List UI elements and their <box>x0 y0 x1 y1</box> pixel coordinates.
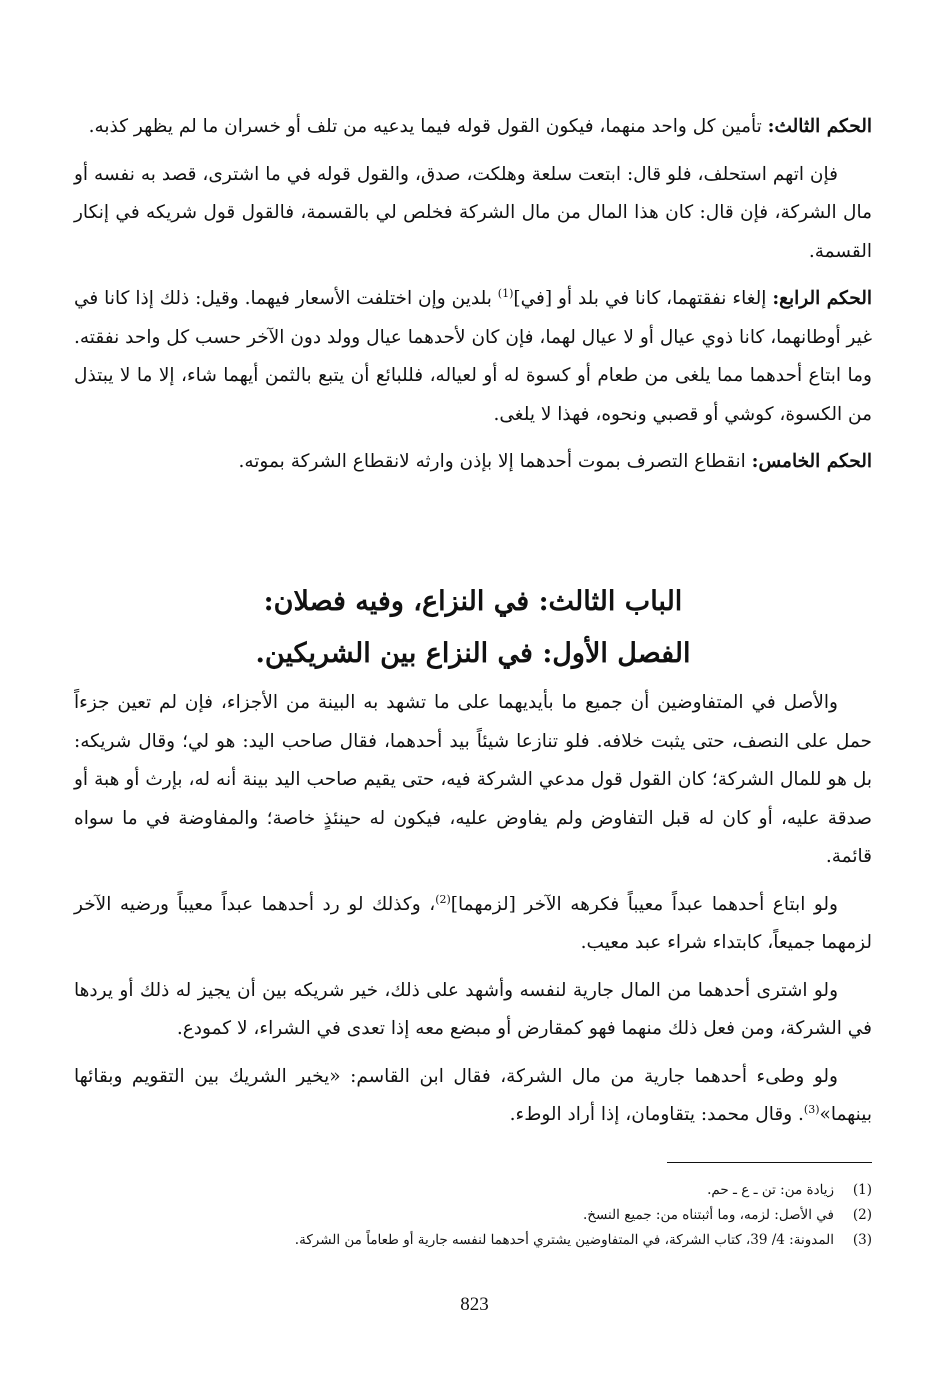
paragraph-principle <box>74 684 872 877</box>
ruling-4-text-a: إلغاء نفقتهما، كانا في بلد أو [في] <box>513 288 773 309</box>
principle-text: والأصل في المتفاوضين أن جميع ما بأيديهما على ما تشهد به البينة من الأجزاء، فإن لم تعين جزءاً حمل على النصف، حتى يثبت خلافه. فلو تنازعا شيئاً بيد أحدهما، فقال صاحب اليد: هو لي؛ وقال شريكه: بل هو للمال الشركة؛ كان القول قول مدعي الشركة فيه، حتى يقيم صاحب اليد بينة أنه له، بإرث أو هبة أو صدقة عليه، أو كان له قبل التفاوض ولم يفاوض عليه، فيكون له حينئذٍ خاصة؛ والمفاوضة في ما سواه قائمة. <box>74 692 872 867</box>
footnote-number: (2) <box>852 1207 872 1223</box>
paragraph-suspicion <box>74 156 872 272</box>
footnote-item <box>74 1228 872 1253</box>
footnote-item <box>74 1203 872 1228</box>
paragraph-ruling-5 <box>74 443 872 482</box>
paragraph-defective-slave <box>74 886 872 963</box>
footnote-divider <box>667 1162 872 1163</box>
paragraph-ibn-qasim <box>74 1058 872 1135</box>
ruling-4-text-b: بلدين وإن اختلفت الأسعار فيهما. وقيل: ذلك إذا كانا في غير أوطانهما، كانا ذوي عيال أو لا عيال لهما، فإن كان لأحدهما عيال وولد دون الآخر حسب كل واحد نفقته. وما ابتاع أحدهما مما يلغى من طعام أو كسوة له أو لعياله، فللبائع أن يتبع بالثمن أيهما شاء، إلا ما لا يبتذل من الكسوة، كوشي أو قصبي ونحوه، فهذا لا يلغى. <box>74 288 872 425</box>
purchase-servant-text: ولو اشترى أحدهما من المال جارية لنفسه وأشهد على ذلك، خير شريكه بين أن يجيز له ذلك أو يردها في الشركة، ومن فعل ذلك منهما فهو كمقارض أو مبضع معه إذا تعدى في الشراء، لا كمودع. <box>74 979 872 1039</box>
footnote-item <box>74 1178 872 1203</box>
section-heading: الفصل الأول: في النزاع بين الشريكين. <box>255 638 691 669</box>
body-text-top <box>74 108 872 491</box>
ruling-3-text: تأمين كل واحد منهما، فيكون القول قوله فيما يدعيه من تلف أو خسران ما لم يظهر كذبه. <box>88 116 768 137</box>
paragraph-purchase-servant <box>74 972 872 1049</box>
paragraph-ruling-3 <box>74 108 872 147</box>
footnote-ref-3: (3) <box>803 1102 820 1116</box>
footnote-number: (3) <box>852 1232 872 1248</box>
paragraph-ruling-4 <box>74 280 872 434</box>
page-number: 823 <box>460 1294 489 1315</box>
ruling-4-label: الحكم الرابع: <box>772 288 872 309</box>
defective-slave-text-a: ولو ابتاع أحدهما عبداً معيباً فكرهه الآخر [لزمهما] <box>450 893 838 915</box>
suspicion-text: فإن اتهم استحلف، فلو قال: ابتعت سلعة وهلكت، صدق، والقول قوله في ما اشترى، قصد به نفسه أو مال الشركة، فإن قال: كان هذا المال من مال الشركة فخلص لي بالقسمة، فالقول قول شريكه في إنكار القسمة. <box>74 163 872 262</box>
defective-slave-text-b: ، وكذلك لو رد أحدهما عبداً معيباً ورضيه الآخر لزمهما جميعاً، كابتداء شراء عبد معيب. <box>74 893 872 953</box>
ruling-3-label: الحكم الثالث: <box>767 116 872 137</box>
footnote-number: (1) <box>852 1182 872 1198</box>
footnote-text: زيادة من: تن ـ ع ـ حم. <box>707 1182 834 1198</box>
ruling-5-label: الحكم الخامس: <box>751 451 872 472</box>
footnote-text: المدونة: 4/ 39، كتاب الشركة، في المتفاوضين يشتري أحدهما لنفسه جارية أو طعاماً من الشركة. <box>294 1232 834 1248</box>
ibn-qasim-text-a: ولو وطىء أحدهما جارية من مال الشركة، فقال ابن القاسم: «يخير الشريك بين التقويم وبقائها بينهما» <box>74 1065 872 1125</box>
footnote-text: في الأصل: لزمه، وما أثبتناه من: جميع النسخ. <box>582 1207 834 1223</box>
chapter-heading: الباب الثالث: في النزاع، وفيه فصلان: <box>263 586 683 617</box>
ibn-qasim-text-b: . وقال محمد: يتقاومان، إذا أراد الوطء. <box>509 1104 804 1125</box>
footnote-ref-2: (2) <box>435 892 451 906</box>
body-text-bottom <box>74 684 872 1144</box>
footnote-ref-1: (1) <box>497 286 514 300</box>
ruling-5-text: انقطاع التصرف بموت أحدهما إلا بإذن وارثه لانقطاع الشركة بموته. <box>238 451 752 472</box>
footnotes <box>74 1178 872 1253</box>
